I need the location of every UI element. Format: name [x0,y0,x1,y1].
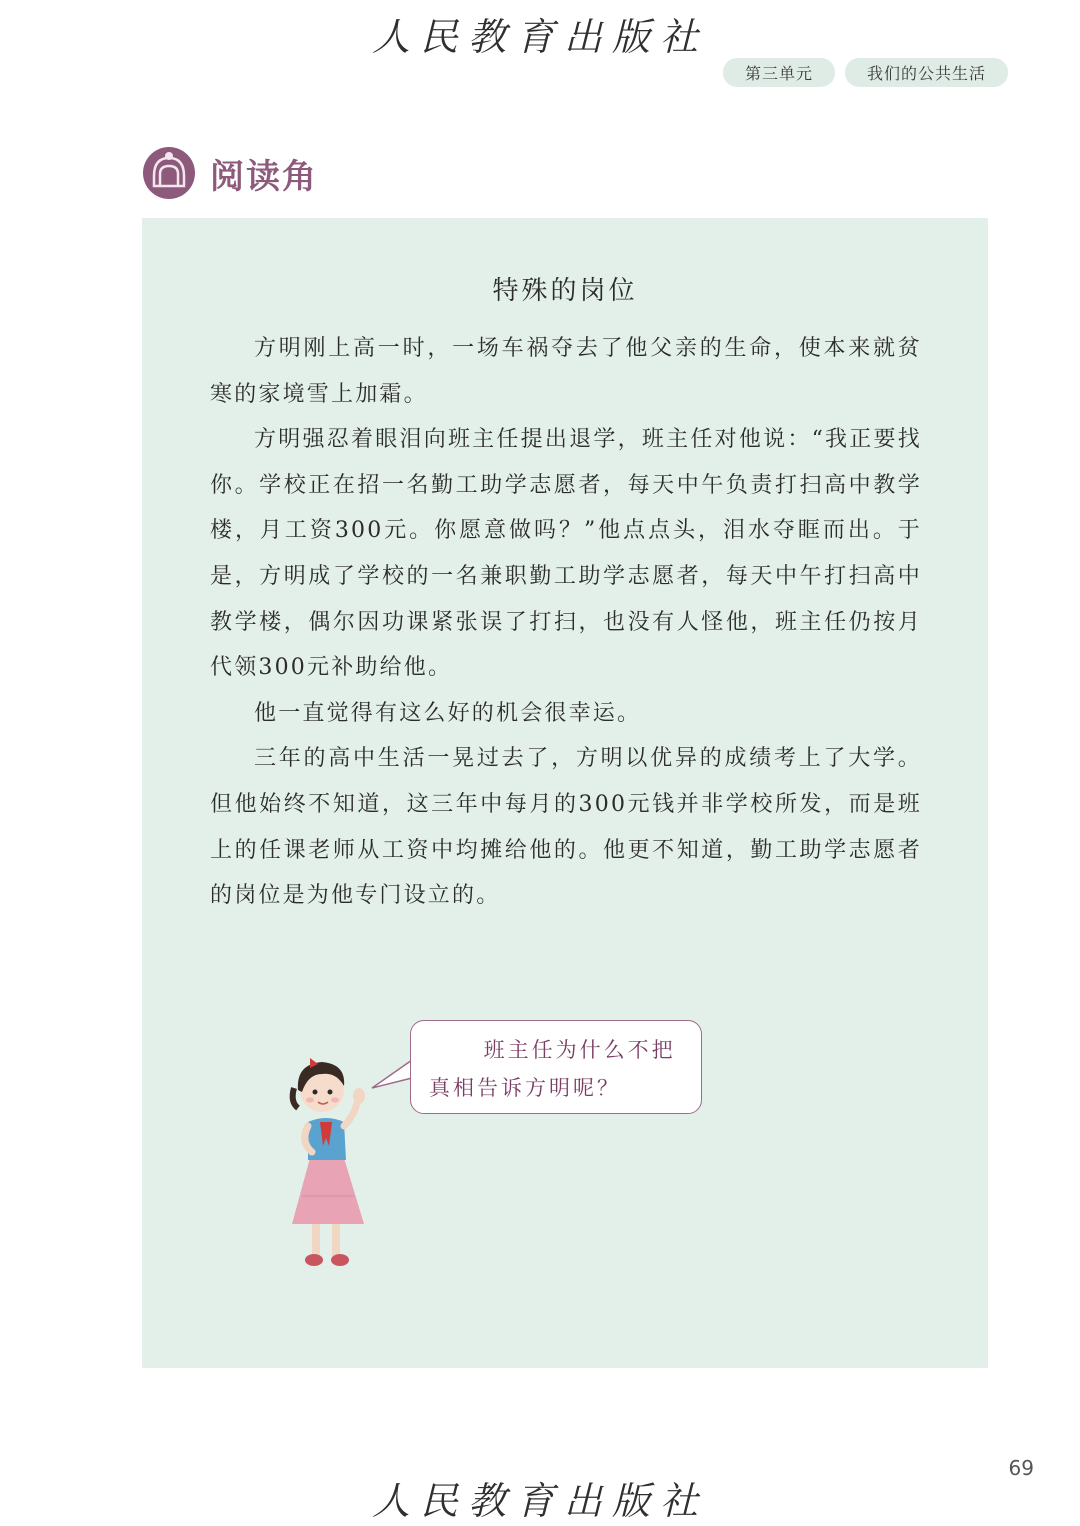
article-title: 特殊的岗位 [492,276,638,306]
publisher-logo-top: 人民教育出版社 [371,15,708,59]
unit-tags [723,58,1008,87]
unit-title-tag: 我们的公共生活 [845,58,1008,87]
article-paragraph: 方明刚上高一时，一场车祸夺去了他父亲的生命，使本来就贫寒的家境雪上加霜。 [210,336,922,407]
article-paragraph: 三年的高中生活一晃过去了，方明以优异的成绩考上了大学。但他始终不知道，这三年中每月的300元钱并非学校所发，而是班上的任课老师从工资中均摊给他的。他更不知道，勤工助学志愿者的岗位是为他专门设立的。 [210,746,922,909]
section-title: 阅读角 [210,156,318,197]
speech-bubble-tail [370,1058,414,1094]
page-number: 69 [1008,1456,1034,1480]
section-header [142,146,318,200]
publisher-logo-bottom: 人民教育出版社 [371,1479,708,1523]
article-body [210,326,922,919]
girl-illustration [280,1046,380,1272]
article-paragraph: 他一直觉得有这么好的机会很幸运。 [254,700,642,726]
reading-corner-icon [142,146,196,200]
unit-tag: 第三单元 [723,58,835,87]
speech-bubble-text: 班主任为什么不把真相告诉方明呢？ [429,1038,676,1100]
speech-bubble [410,1020,702,1114]
article-paragraph: 方明强忍着眼泪向班主任提出退学，班主任对他说：“我正要找你。学校正在招一名勤工助学志愿者，每天中午负责打扫高中教学楼，月工资300元。你愿意做吗？”他点点头，泪水夺眶而出。于是，方明成了学校的一名兼职勤工助学志愿者，每天中午打扫高中教学楼，偶尔因功课紧张误了打扫，也没有人怪他，班主任仍按月代领300元补助给他。 [210,427,922,681]
